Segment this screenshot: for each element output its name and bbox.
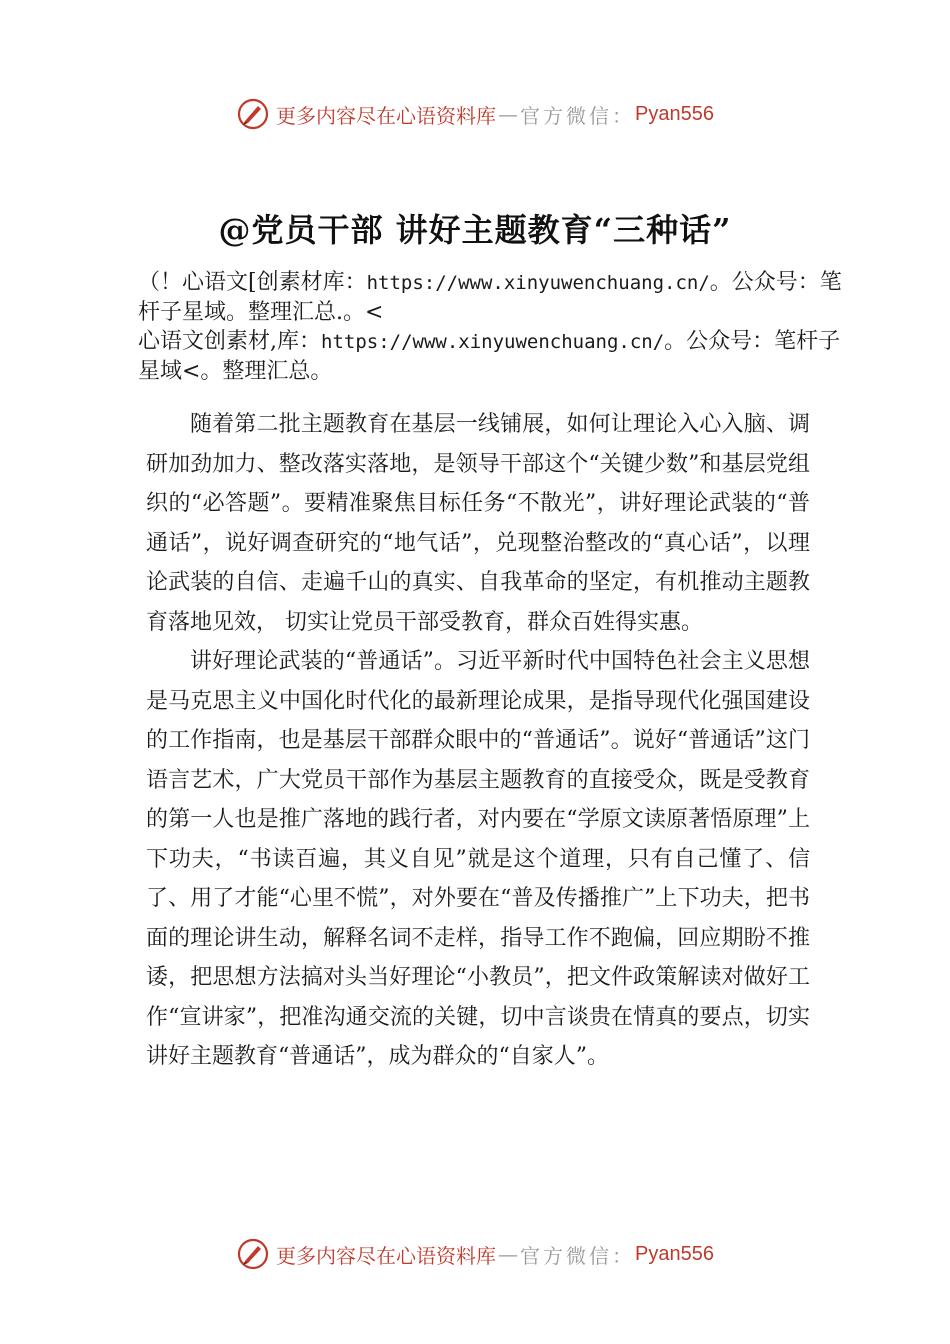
- footer-banner-text: 更多内容尽在心语资料库: [276, 1243, 497, 1268]
- source-line-1-prefix: （！心语文[创素材库：: [138, 270, 367, 295]
- source-line-2-suffix: 。公众号：笔杆子星域<。整理汇总。: [138, 329, 841, 384]
- source-line-1-suffix: 。公众号：笔杆子星域。整理汇总.。<: [138, 270, 842, 325]
- banner-wechat-label: 官方微信：: [520, 103, 636, 128]
- source-line-2-prefix: 心语文创素材,库：: [138, 329, 321, 354]
- footer-banner-wechat-id: Pyan556: [635, 1242, 714, 1265]
- footer-banner-dash: —: [498, 1242, 519, 1266]
- header-banner: [0, 94, 950, 134]
- pen-logo-icon: [236, 1237, 270, 1271]
- source-note: [138, 268, 858, 386]
- pen-logo-icon: [236, 97, 270, 131]
- banner-text: 更多内容尽在心语资料库: [276, 103, 497, 128]
- source-line-1-url: https://www.xinyuwenchuang.cn/: [366, 272, 710, 294]
- footer-banner-wechat-label: 官方微信：: [520, 1243, 636, 1268]
- source-line-1: [138, 268, 858, 327]
- source-line-2-url: https://www.xinyuwenchuang.cn/: [321, 331, 665, 353]
- banner-wechat-id: Pyan556: [635, 102, 714, 125]
- paragraph-putonghua: 讲好理论武装的“普通话”。习近平新时代中国特色社会主义思想是马克思主义中国化时代化的最新理论成果，是指导现代化强国建设的工作指南，也是基层干部群众眼中的“普通话”。说好“普通话”这门语言艺术，广大党员干部作为基层主题教育的直接受众，既是受教育的第一人也是推广落地的践行者，对内要在“学原文读原著悟原理”上下功夫，“书读百遍，其义自见”就是这个道理，只有自己懂了、信了、用了才能“心里不慌”，对外要在“普及传播推广”上下功夫，把书面的理论讲生动，解释名词不走样，指导工作不跑偏，回应期盼不推诿，把思想方法搞对头当好理论“小教员”，把文件政策解读对做好工作“宣讲家”，把准沟通交流的关键，切中言谈贵在情真的要点，切实讲好主题教育“普通话”，成为群众的“自家人”。: [146, 649, 810, 1069]
- document-body: [146, 405, 810, 1077]
- source-line-2: [138, 327, 858, 386]
- paragraph-intro: 随着第二批主题教育在基层一线铺展，如何让理论入心入脑、调研加劲加力、整改落实落地，是领导干部这个“关键少数”和基层党组织的“必答题”。要精准聚焦目标任务“不散光”，讲好理论武装的“普通话”，说好调查研究的“地气话”，兑现整治整改的“真心话”，以理论武装的自信、走遍千山的真实、自我革命的坚定，有机推动主题教育落地见效， 切实让党员干部受教育，群众百姓得实惠。: [146, 412, 810, 635]
- footer-banner: [0, 1234, 950, 1274]
- banner-dash: —: [498, 102, 519, 126]
- document-title: @党员干部 讲好主题教育“三种话”: [218, 211, 732, 249]
